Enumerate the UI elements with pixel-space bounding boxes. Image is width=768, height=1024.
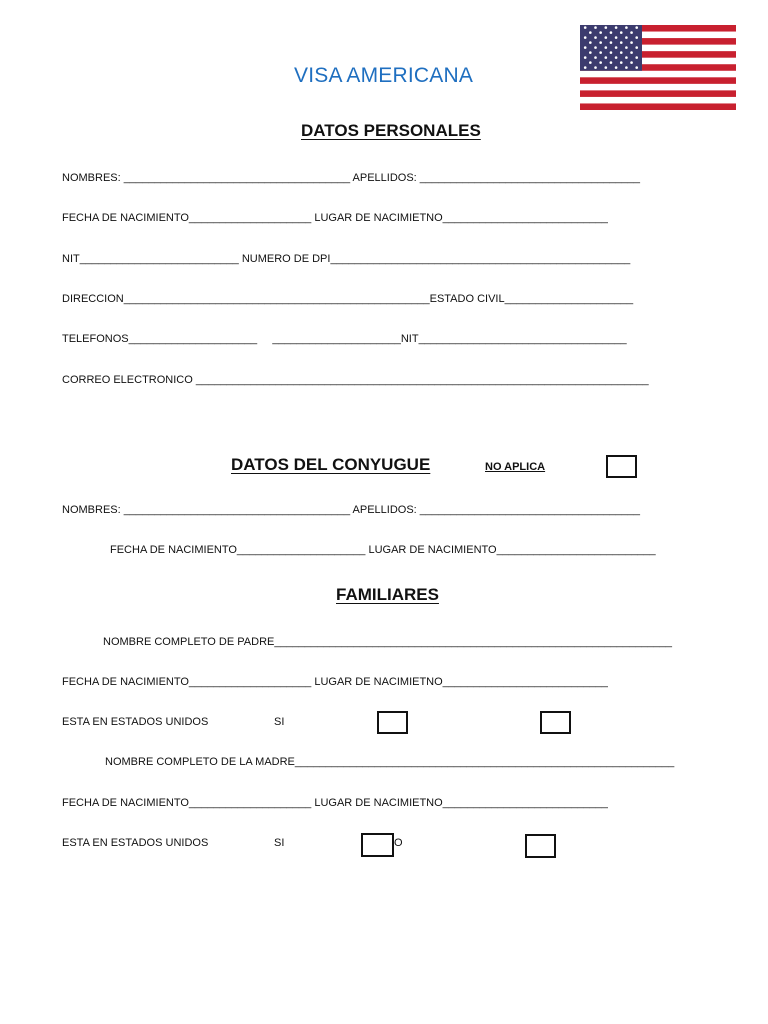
flag-star xyxy=(615,26,618,29)
flag-star xyxy=(615,36,618,39)
flag-star xyxy=(605,26,608,29)
flag-star xyxy=(635,36,638,39)
section-heading-family: FAMILIARES xyxy=(336,585,439,604)
flag-star xyxy=(615,66,618,69)
flag-star xyxy=(594,56,597,59)
flag-star xyxy=(594,36,597,39)
flag-star xyxy=(610,61,613,64)
madre-si-label: SI xyxy=(274,837,285,849)
field-line-telefonos: TELEFONOS_____________________ _____________________NIT__________________________________ xyxy=(62,333,627,345)
flag-star xyxy=(599,31,602,34)
no-aplica-label: NO APLICA xyxy=(485,461,546,473)
madre-o-label: O xyxy=(394,837,403,849)
flag-star xyxy=(630,61,633,64)
flag-star xyxy=(599,61,602,64)
flag-star xyxy=(635,56,638,59)
flag-star xyxy=(584,26,587,29)
flag-star xyxy=(610,41,613,44)
flag-star xyxy=(594,26,597,29)
field-line-padre-fecha-lugar: FECHA DE NACIMIENTO____________________ LUGAR DE NACIMIETNO___________________________ xyxy=(62,676,608,688)
flag-star xyxy=(620,31,623,34)
flag-star xyxy=(625,46,628,49)
flag-star xyxy=(610,31,613,34)
flag-star xyxy=(594,66,597,69)
flag-star xyxy=(635,26,638,29)
madre-si-checkbox[interactable] xyxy=(361,833,394,857)
flag-star xyxy=(630,41,633,44)
flag-star xyxy=(615,56,618,59)
field-line-nit-dpi: NIT__________________________ NUMERO DE DPI_________________________________________________ xyxy=(62,253,631,265)
flag-star xyxy=(605,46,608,49)
flag-star xyxy=(620,51,623,54)
flag-star xyxy=(589,51,592,54)
padre-en-usa-label: ESTA EN ESTADOS UNIDOS xyxy=(62,716,209,728)
flag-star xyxy=(589,31,592,34)
padre-si-label: SI xyxy=(274,716,285,728)
flag-star xyxy=(635,46,638,49)
section-heading-spouse: DATOS DEL CONYUGUE xyxy=(231,455,431,474)
flag-star xyxy=(605,36,608,39)
flag-star xyxy=(599,41,602,44)
field-line-nombres: NOMBRES: _____________________________________ APELLIDOS: ____________________________________ xyxy=(62,172,641,184)
flag-star xyxy=(584,66,587,69)
padre-no-checkbox[interactable] xyxy=(540,711,571,734)
field-line-direccion: DIRECCION__________________________________________________ESTADO CIVIL_____________________ xyxy=(62,293,634,305)
field-line-spouse-fecha-lugar: FECHA DE NACIMIENTO_____________________ LUGAR DE NACIMIENTO__________________________ xyxy=(110,544,656,556)
field-line-fecha-lugar: FECHA DE NACIMIENTO____________________ LUGAR DE NACIMIETNO___________________________ xyxy=(62,212,608,224)
flag-star xyxy=(589,61,592,64)
padre-si-checkbox[interactable] xyxy=(377,711,408,734)
field-line-correo: CORREO ELECTRONICO __________________________________________________________________________ xyxy=(62,374,649,386)
flag-star xyxy=(605,56,608,59)
flag-star xyxy=(625,66,628,69)
flag-star xyxy=(620,61,623,64)
flag-star xyxy=(584,36,587,39)
madre-en-usa-label: ESTA EN ESTADOS UNIDOS xyxy=(62,837,209,849)
field-line-madre: NOMBRE COMPLETO DE LA MADRE______________________________________________________________ xyxy=(105,756,675,768)
flag-star xyxy=(625,36,628,39)
flag-star xyxy=(635,66,638,69)
flag-star xyxy=(610,51,613,54)
flag-star xyxy=(584,46,587,49)
page-title: VISA AMERICANA xyxy=(294,64,474,87)
us-flag-icon xyxy=(580,25,736,110)
section-heading-personal: DATOS PERSONALES xyxy=(301,121,481,140)
flag-star xyxy=(599,51,602,54)
flag-star xyxy=(625,56,628,59)
flag-star xyxy=(615,46,618,49)
flag-star xyxy=(605,66,608,69)
flag-star xyxy=(620,41,623,44)
field-line-spouse-nombres: NOMBRES: _____________________________________ APELLIDOS: ____________________________________ xyxy=(62,504,641,516)
flag-star xyxy=(584,56,587,59)
flag-star xyxy=(594,46,597,49)
field-line-madre-fecha-lugar: FECHA DE NACIMIENTO____________________ LUGAR DE NACIMIETNO___________________________ xyxy=(62,797,608,809)
flag-star xyxy=(589,41,592,44)
flag-star xyxy=(630,31,633,34)
field-line-padre: NOMBRE COMPLETO DE PADRE_________________________________________________________________ xyxy=(103,636,672,648)
no-aplica-checkbox[interactable] xyxy=(606,455,637,478)
madre-no-checkbox[interactable] xyxy=(525,834,556,858)
flag-star xyxy=(630,51,633,54)
flag-star xyxy=(625,26,628,29)
